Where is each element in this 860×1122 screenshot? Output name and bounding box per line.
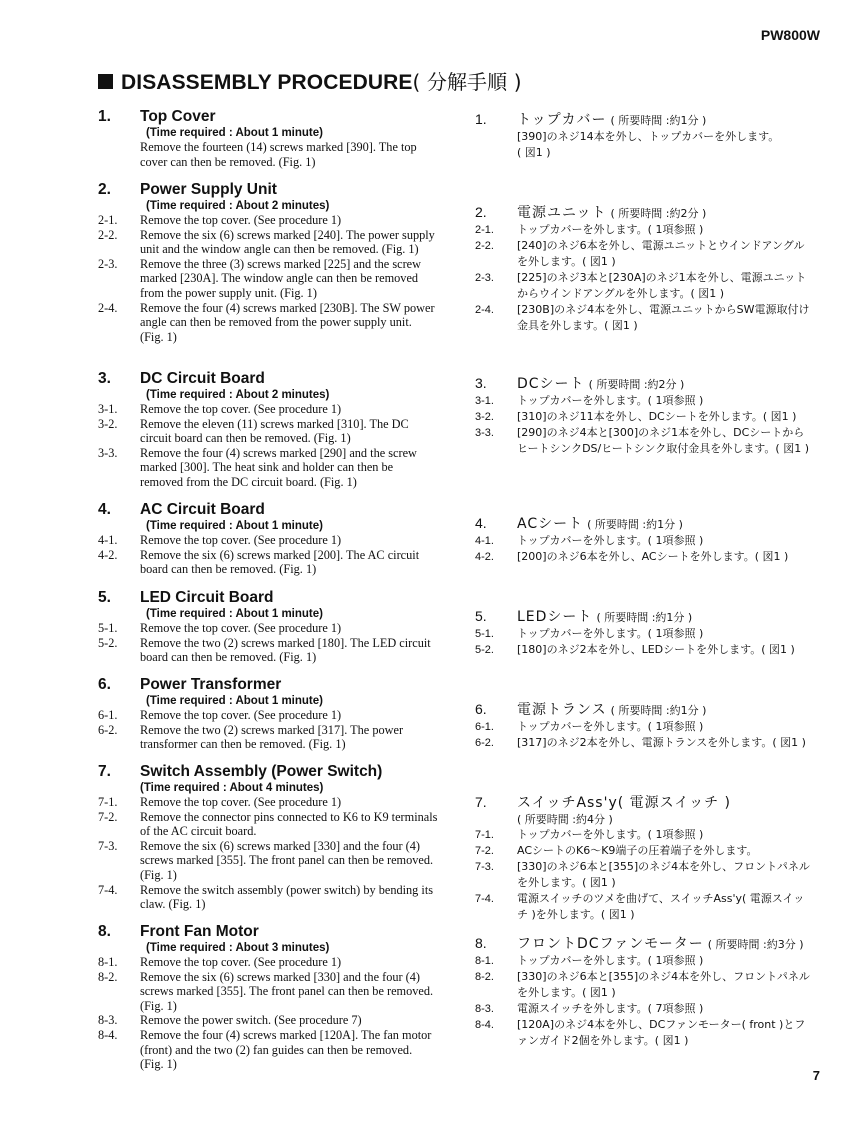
step-number: 7-3. — [475, 861, 494, 873]
time-required: ( 所要時間 :約1分 ) — [610, 704, 707, 717]
step-number: 3-2. — [98, 416, 118, 431]
step-text: トップカバーを外します。( 1項参照 ) — [517, 627, 704, 640]
step-text: Remove the top cover. (See procedure 1) — [140, 213, 342, 227]
section-heading: DCシート — [517, 376, 585, 392]
step-text: Remove the connector pins connected to K6 to K9 terminals of the AC circuit board. — [140, 809, 438, 839]
step-row — [98, 810, 438, 839]
step-number: 8-1. — [475, 955, 494, 967]
time-required: (Time required : About 1 minute) — [146, 695, 323, 707]
step-row — [98, 533, 438, 548]
step-number: 2-3. — [475, 272, 494, 284]
step-number: 8-2. — [475, 971, 494, 983]
step-number: 7-4. — [475, 893, 494, 905]
step-text: [290]のネジ4本と[300]のネジ1本を外し、DCシートからヒートシンクDS/ヒートシンク取付金具を外します。( 図1 ) — [517, 426, 809, 455]
section-heading: 電源ユニット — [517, 205, 607, 221]
step-row — [98, 839, 438, 883]
step-text: Remove the six (6) screws marked [240]. The power supply unit and the window angle can then be removed. (Fig. 1) — [140, 227, 435, 257]
time-required: (Time required : About 3 minutes) — [146, 942, 330, 954]
step-row — [98, 213, 438, 228]
step-row — [475, 969, 815, 1001]
step-text: Remove the switch assembly (power switch) by bending its claw. (Fig. 1) — [140, 882, 434, 912]
step-text: [317]のネジ2本を外し、電源トランスを外します。( 図1 ) — [517, 736, 806, 749]
section-heading: トップカバー — [517, 112, 607, 128]
step-number: 7-2. — [475, 845, 494, 857]
step-row — [98, 301, 438, 345]
step-row — [475, 953, 815, 969]
step-number: 3-3. — [475, 427, 494, 439]
page-number: 7 — [812, 1068, 820, 1083]
step-number: 6-2. — [98, 722, 118, 737]
step-text: トップカバーを外します。( 1項参照 ) — [517, 828, 704, 841]
section-power-transformer-en — [98, 676, 438, 752]
time-required: ( 所要時間 :約1分 ) — [610, 114, 707, 127]
section-ac-board-en — [98, 501, 438, 577]
step-text: Remove the top cover. (See procedure 1) — [140, 795, 342, 809]
step-text: [330]のネジ6本と[355]のネジ4本を外し、フロントパネルを外します。( 図1 ) — [517, 970, 810, 999]
step-row — [98, 257, 438, 301]
section-led-board-en — [98, 589, 438, 665]
step-text: Remove the top cover. (See procedure 1) — [140, 402, 342, 416]
time-required: (Time required : About 1 minute) — [146, 127, 323, 139]
section-number: 4. — [475, 515, 487, 531]
step-number: 3-1. — [475, 395, 494, 407]
step-text: Remove the four (4) screws marked [230B]. The SW power angle can then be removed from the power supply unit. (Fig. 1) — [140, 300, 435, 344]
step-number: 2-3. — [98, 256, 118, 271]
step-text: ACシートのK6～K9端子の圧着端子を外します。 — [517, 844, 758, 857]
section-top-cover-en — [98, 108, 438, 169]
step-row — [98, 723, 438, 752]
step-row — [98, 621, 438, 636]
section-number: 6. — [475, 701, 487, 717]
section-number: 1. — [475, 111, 487, 127]
section-dc-board-en — [98, 370, 438, 490]
section-led-sheet-ja — [475, 606, 815, 658]
section-transformer-ja — [475, 699, 815, 751]
section-switch-ja — [475, 792, 815, 923]
step-number: 8-1. — [98, 955, 118, 969]
step-text: Remove the top cover. (See procedure 1) — [140, 708, 342, 722]
section-heading: スイッチAss'y( 電源スイッチ ) — [517, 795, 732, 811]
step-row — [475, 626, 815, 642]
step-number: 8-3. — [475, 1003, 494, 1015]
step-row — [475, 393, 815, 409]
step-text: [230B]のネジ4本を外し、電源ユニットからSW電源取付け金具を外します。( 図1 ) — [517, 303, 810, 332]
section-heading: 電源トランス — [517, 702, 607, 718]
section-heading: Top Cover — [140, 108, 216, 125]
section-description: ( 図1 ) — [517, 146, 551, 159]
time-required: ( 所要時間 :約1分 ) — [596, 611, 693, 624]
title-jp: ( 分解手順 ) — [412, 70, 522, 94]
title-en: DISASSEMBLY PROCEDURE — [121, 71, 413, 94]
step-row — [98, 548, 438, 577]
step-text: Remove the eleven (11) screws marked [310]. The DC circuit board can then be removed. (Fig. 1) — [140, 416, 409, 446]
step-number: 6-1. — [98, 708, 118, 722]
step-text: トップカバーを外します。( 1項参照 ) — [517, 954, 704, 967]
step-number: 3-1. — [98, 402, 118, 416]
time-required: ( 所要時間 :約2分 ) — [588, 378, 685, 391]
step-number: 8-3. — [98, 1013, 118, 1028]
section-heading: フロントDCファンモーター — [517, 936, 704, 952]
step-number: 5-2. — [475, 644, 494, 656]
time-required: ( 所要時間 :約4分 ) — [517, 813, 613, 826]
section-heading: LED Circuit Board — [140, 589, 274, 606]
step-number: 8-4. — [475, 1019, 494, 1031]
section-heading: Switch Assembly (Power Switch) — [140, 763, 383, 780]
section-heading: Front Fan Motor — [140, 923, 259, 940]
step-row — [475, 302, 815, 334]
step-text: [310]のネジ11本を外し、DCシートを外します。( 図1 ) — [517, 410, 797, 423]
step-row — [98, 1013, 438, 1028]
step-row — [98, 228, 438, 257]
section-dc-sheet-ja — [475, 373, 815, 457]
section-heading: AC Circuit Board — [140, 501, 265, 518]
section-heading: LEDシート — [517, 609, 593, 625]
section-number: 3. — [475, 375, 487, 391]
step-row — [475, 859, 815, 891]
model-number: PW800W — [760, 27, 820, 43]
step-text: Remove the top cover. (See procedure 1) — [140, 621, 342, 635]
time-required: ( 所要時間 :約1分 ) — [587, 518, 683, 531]
step-text: トップカバーを外します。( 1項参照 ) — [517, 394, 704, 407]
time-required: (Time required : About 2 minutes) — [146, 200, 330, 212]
step-number: 4-2. — [475, 551, 494, 563]
section-power-supply-en — [98, 181, 438, 344]
section-switch-assembly-en — [98, 763, 438, 912]
step-number: 4-1. — [98, 533, 118, 547]
section-number: 1. — [98, 108, 111, 125]
step-number: 7-1. — [98, 795, 118, 809]
step-number: 3-2. — [475, 411, 494, 423]
step-number: 2-4. — [98, 300, 118, 315]
step-row — [98, 955, 438, 970]
step-number: 7-2. — [98, 809, 118, 824]
step-row — [98, 970, 438, 1014]
time-required: (Time required : About 1 minute) — [146, 608, 323, 620]
step-text: Remove the top cover. (See procedure 1) — [140, 533, 342, 547]
step-number: 4-1. — [475, 535, 494, 547]
square-bullet-icon — [98, 74, 113, 89]
step-number: 2-2. — [98, 227, 118, 242]
section-heading: Power Supply Unit — [140, 181, 277, 198]
section-heading: ACシート — [517, 516, 584, 532]
time-required: (Time required : About 1 minute) — [146, 520, 323, 532]
step-row — [475, 1001, 815, 1017]
step-text: Remove the two (2) screws marked [317]. The power transformer can then be removed. (Fig. 1) — [140, 722, 404, 752]
step-text: Remove the six (6) screws marked [330] and the four (4) screws marked [355]. The front panel can then be removed. (Fig. 1) — [140, 969, 434, 1013]
step-text: [200]のネジ6本を外し、ACシートを外します。( 図1 ) — [517, 550, 789, 563]
step-number: 2-1. — [475, 224, 494, 236]
step-row — [475, 533, 815, 549]
section-number: 7. — [475, 794, 487, 810]
section-heading: Power Transformer — [140, 676, 282, 693]
step-number: 8-4. — [98, 1027, 118, 1042]
step-number: 5-1. — [98, 621, 118, 635]
time-required: (Time required : About 2 minutes) — [146, 389, 330, 401]
step-number: 7-4. — [98, 882, 118, 897]
time-required: ( 所要時間 :約2分 ) — [610, 207, 707, 220]
step-text: 電源スイッチを外します。( 7項参照 ) — [517, 1002, 704, 1015]
step-row — [475, 891, 815, 923]
step-number: 7-3. — [98, 838, 118, 853]
step-row — [475, 1017, 815, 1049]
step-row — [98, 636, 438, 665]
step-row — [475, 719, 815, 735]
step-text: [240]のネジ6本を外し、電源ユニットとウインドアングルを外します。( 図1 ) — [517, 239, 805, 268]
section-number: 2. — [475, 204, 487, 220]
step-text: トップカバーを外します。( 1項参照 ) — [517, 534, 704, 547]
section-ac-sheet-ja — [475, 513, 815, 565]
section-top-cover-ja — [475, 109, 815, 161]
step-number: 2-2. — [475, 240, 494, 252]
step-row — [475, 642, 815, 658]
section-heading: DC Circuit Board — [140, 370, 265, 387]
page-title — [98, 66, 522, 95]
step-row — [98, 446, 438, 490]
step-text: Remove the power switch. (See procedure 7) — [140, 1013, 362, 1028]
step-row — [475, 409, 815, 425]
step-row — [475, 549, 815, 565]
step-number: 2-4. — [475, 304, 494, 316]
step-row — [98, 402, 438, 417]
step-number: 6-1. — [475, 721, 494, 733]
step-text: [225]のネジ3本と[230A]のネジ1本を外し、電源ユニットからウインドアングルを外します。( 図1 ) — [517, 271, 807, 300]
section-number: 8. — [475, 935, 487, 951]
step-row — [475, 735, 815, 751]
step-number: 7-1. — [475, 829, 494, 841]
section-number: 5. — [98, 589, 111, 606]
step-row — [475, 827, 815, 843]
section-number: 8. — [98, 923, 111, 940]
section-description: [390]のネジ14本を外し、トップカバーを外します。 — [517, 130, 780, 143]
step-row — [475, 425, 815, 457]
section-description: Remove the fourteen (14) screws marked [390]. The top cover can then be removed. (Fig. 1) — [140, 140, 417, 169]
step-text: [330]のネジ6本と[355]のネジ4本を外し、フロントパネルを外します。( 図1 ) — [517, 860, 810, 889]
step-number: 6-2. — [475, 737, 494, 749]
step-number: 5-2. — [98, 635, 118, 650]
step-text: Remove the six (6) screws marked [200]. The AC circuit board can then be removed. (Fig. 1) — [140, 547, 420, 577]
step-text: Remove the top cover. (See procedure 1) — [140, 955, 342, 969]
step-row — [98, 883, 438, 912]
step-text: Remove the four (4) screws marked [120A]. The fan motor (front) and the two (2) fan guides can then be removed. (Fig. 1) — [140, 1027, 432, 1072]
step-row — [98, 795, 438, 810]
step-text: トップカバーを外します。( 1項参照 ) — [517, 223, 704, 236]
step-text: [120A]のネジ4本を外し、DCファンモーター( front )とファンガイド2個を外します。( 図1 ) — [517, 1018, 806, 1047]
step-text: [180]のネジ2本を外し、LEDシートを外します。( 図1 ) — [517, 643, 795, 656]
step-text: Remove the three (3) screws marked [225] and the screw marked [230A]. The window angle can then be removed from the power supply unit. (Fig. 1) — [140, 256, 422, 300]
step-row — [475, 238, 815, 270]
step-number: 3-3. — [98, 445, 118, 460]
step-number: 5-1. — [475, 628, 494, 640]
section-number: 6. — [98, 676, 111, 693]
step-number: 2-1. — [98, 213, 118, 227]
section-number: 4. — [98, 501, 111, 518]
step-row — [98, 708, 438, 723]
section-number: 5. — [475, 608, 487, 624]
time-required: (Time required : About 4 minutes) — [140, 782, 324, 794]
step-text: 電源スイッチのツメを曲げて、スイッチAss'y( 電源スイッチ )を外します。( 図1 ) — [517, 892, 805, 921]
time-required: ( 所要時間 :約3分 ) — [707, 938, 804, 951]
step-text: Remove the four (4) screws marked [290] and the screw marked [300]. The heat sink and holder can then be removed from the DC circuit board. (Fig. 1) — [140, 445, 417, 489]
section-front-fan-ja — [475, 933, 815, 1049]
section-power-supply-ja — [475, 202, 815, 334]
step-number: 8-2. — [98, 969, 118, 984]
section-number: 7. — [98, 763, 111, 780]
section-number: 2. — [98, 181, 111, 198]
step-text: Remove the two (2) screws marked [180]. The LED circuit board can then be removed. (Fig. 1) — [140, 635, 431, 665]
section-number: 3. — [98, 370, 111, 387]
step-row — [475, 843, 815, 859]
section-front-fan-en — [98, 923, 438, 1072]
step-row — [475, 270, 815, 302]
step-row — [98, 1028, 438, 1072]
step-row — [98, 417, 438, 446]
step-number: 4-2. — [98, 547, 118, 562]
step-text: トップカバーを外します。( 1項参照 ) — [517, 720, 704, 733]
step-text: Remove the six (6) screws marked [330] and the four (4) screws marked [355]. The front panel can then be removed. (Fig. 1) — [140, 838, 434, 882]
step-row — [475, 222, 815, 238]
